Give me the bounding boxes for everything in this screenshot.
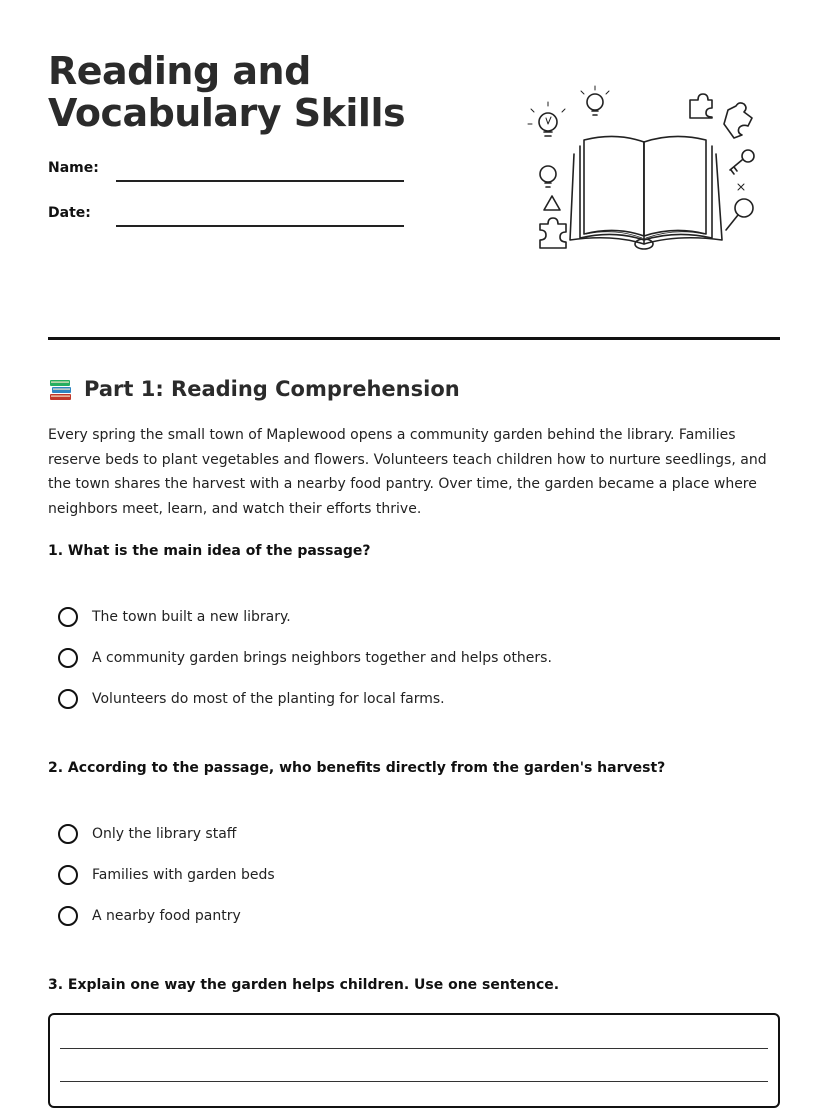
date-label: Date:	[48, 205, 91, 221]
name-field[interactable]	[116, 180, 404, 182]
part1-header	[48, 372, 460, 406]
q1-option-c[interactable]	[58, 686, 445, 712]
worksheet-title: Reading and Vocabulary Skills	[48, 49, 406, 135]
books-icon	[48, 376, 74, 402]
question-2: 2. According to the passage, who benefits directly from the garden's harvest?	[48, 760, 666, 776]
radio-button[interactable]	[58, 607, 78, 627]
radio-button[interactable]	[58, 865, 78, 885]
option-label: A community garden brings neighbors together and helps others.	[92, 650, 552, 666]
option-label: Families with garden beds	[92, 867, 275, 883]
section-divider	[48, 337, 780, 340]
q2-option-c[interactable]	[58, 903, 241, 929]
option-label: Volunteers do most of the planting for local farms.	[92, 691, 445, 707]
option-label: Only the library staff	[92, 826, 237, 842]
q1-option-b[interactable]	[58, 645, 552, 671]
answer-line	[60, 1081, 768, 1082]
name-label: Name:	[48, 160, 99, 176]
date-field[interactable]	[116, 225, 404, 227]
question-3: 3. Explain one way the garden helps children. Use one sentence.	[48, 977, 560, 993]
question-1: 1. What is the main idea of the passage?	[48, 543, 371, 559]
answer-box[interactable]	[48, 1013, 780, 1108]
q1-option-a[interactable]	[58, 604, 291, 630]
reading-passage: Every spring the small town of Maplewood opens a community garden behind the library. Families reserve beds to plant vegetables and flowers. Volunteers teach children how to nurture seedlings, and the town shares the harvest with a nearby food pantry. Over time, the garden became a place where neighbors meet, learn, and watch their efforts thrive.	[48, 427, 767, 517]
radio-button[interactable]	[58, 648, 78, 668]
option-label: The town built a new library.	[92, 609, 291, 625]
option-label: A nearby food pantry	[92, 908, 241, 924]
part1-title: Part 1: Reading Comprehension	[84, 377, 460, 401]
q2-option-b[interactable]	[58, 862, 275, 888]
radio-button[interactable]	[58, 824, 78, 844]
radio-button[interactable]	[58, 906, 78, 926]
q2-option-a[interactable]	[58, 821, 236, 847]
open-book-illustration-icon	[526, 84, 766, 254]
answer-line	[60, 1048, 768, 1049]
radio-button[interactable]	[58, 689, 78, 709]
